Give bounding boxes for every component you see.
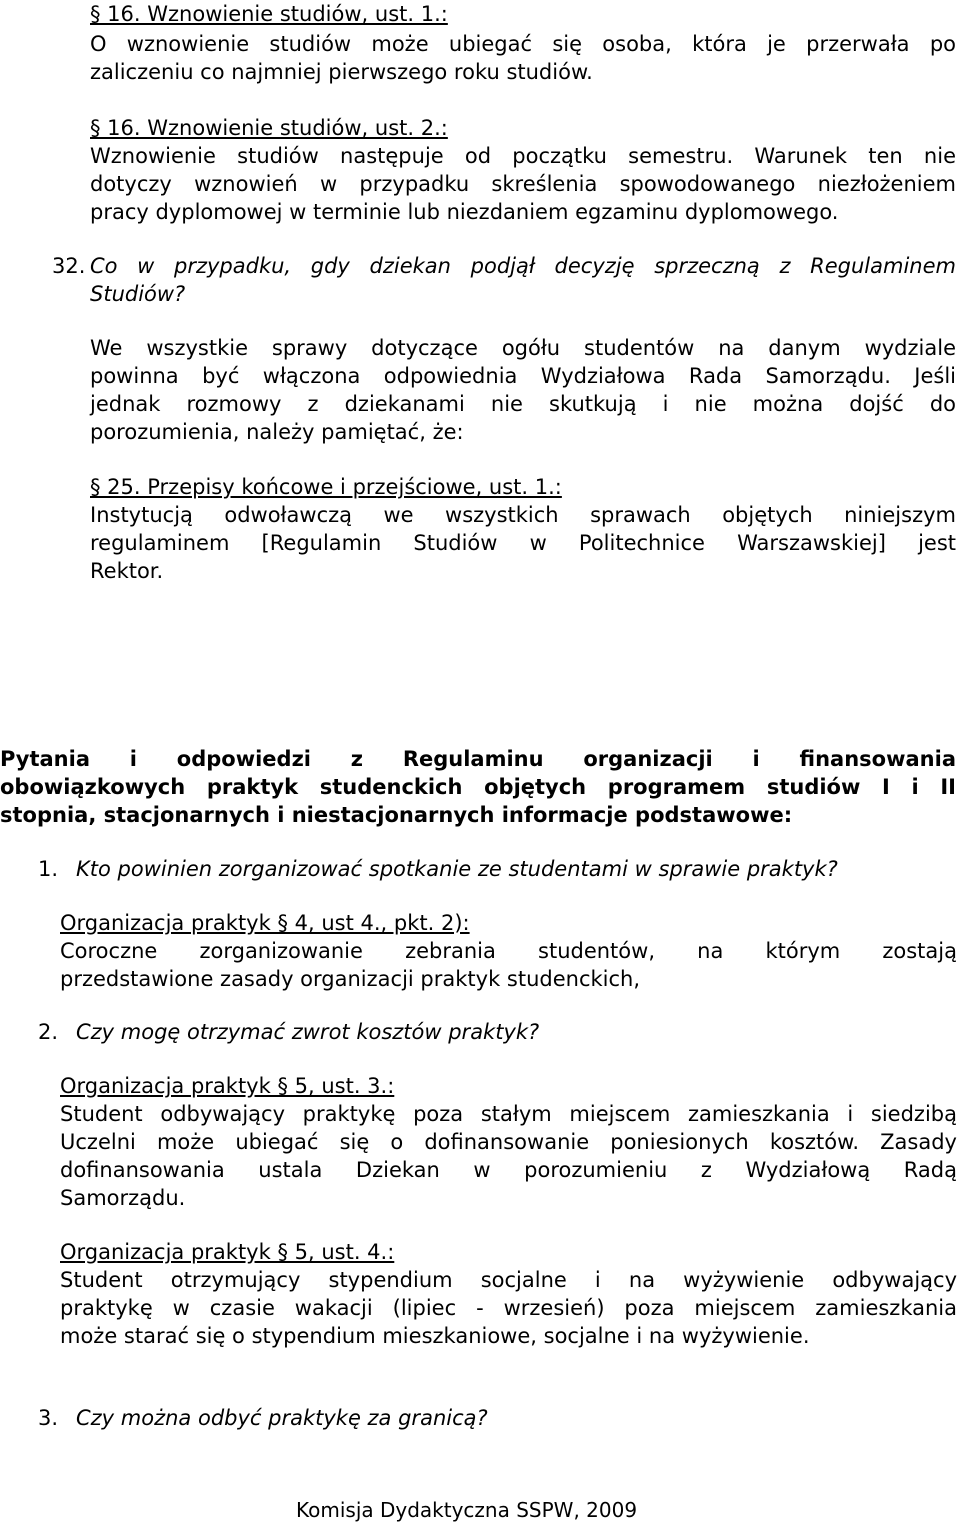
- question-text: Studiów?: [90, 282, 186, 306]
- answer-line: porozumienia, należy pamiętać, że:: [90, 420, 464, 444]
- question-text: Kto powinien zorganizować spotkanie ze studentami w sprawie praktyk?: [76, 857, 838, 881]
- section-ref: Organizacja praktyk § 5, ust. 3.:: [60, 1074, 395, 1098]
- section-heading: stopnia, stacjonarnych i niestacjonarnych informacje podstawowe:: [0, 803, 793, 827]
- section-ref-16-1: § 16. Wznowienie studiów, ust. 1.:: [90, 2, 448, 26]
- paragraph-line: Wznowienie studiów następuje od początku semestru. Warunek ten nie: [90, 144, 956, 168]
- paragraph-line: O wznowienie studiów może ubiegać się osoba, która je przerwała po: [90, 32, 956, 56]
- section-heading: obowiązkowych praktyk studenckich objętych programem studiów I i II: [0, 775, 956, 799]
- answer-line: Student otrzymujący stypendium socjalne i na wyżywienie odbywający: [60, 1268, 957, 1292]
- question-text: Czy mogę otrzymać zwrot kosztów praktyk?: [76, 1020, 540, 1044]
- section-ref-16-2: § 16. Wznowienie studiów, ust. 2.:: [90, 116, 448, 140]
- answer-line: przedstawione zasady organizacji praktyk studenckich,: [60, 967, 641, 991]
- answer-line: Coroczne zorganizowanie zebrania studentów, na którym zostają: [60, 939, 957, 963]
- paragraph-line: zaliczeniu co najmniej pierwszego roku studiów.: [90, 60, 593, 84]
- answer-line: Samorządu.: [60, 1186, 186, 1210]
- answer-line: może starać się o stypendium mieszkaniowe, socjalne i na wyżywienie.: [60, 1324, 810, 1348]
- question-text: Czy można odbyć praktykę za granicą?: [76, 1406, 488, 1430]
- answer-line: praktykę w czasie wakacji (lipiec - wrzesień) poza miejscem zamieszkania: [60, 1296, 957, 1320]
- answer-line: We wszystkie sprawy dotyczące ogółu studentów na danym wydziale: [90, 336, 956, 360]
- question-number: 32.: [52, 254, 86, 278]
- question-number: 1.: [38, 857, 59, 881]
- answer-line: dofinansowania ustala Dziekan w porozumieniu z Wydziałową Radą: [60, 1158, 957, 1182]
- section-heading: Pytania i odpowiedzi z Regulaminu organizacji i finansowania: [0, 747, 956, 771]
- paragraph-line: dotyczy wznowień w przypadku skreślenia spowodowanego niezłożeniem: [90, 172, 956, 196]
- answer-line: powinna być włączona odpowiednia Wydziałowa Rada Samorządu. Jeśli: [90, 364, 956, 388]
- answer-line: regulaminem [Regulamin Studiów w Politechnice Warszawskiej] jest: [90, 531, 956, 555]
- answer-line: Instytucją odwoławczą we wszystkich sprawach objętych niniejszym: [90, 503, 956, 527]
- page-footer: Komisja Dydaktyczna SSPW, 2009: [296, 1498, 638, 1522]
- section-ref-25-1: § 25. Przepisy końcowe i przejściowe, ust. 1.:: [90, 475, 562, 499]
- answer-line: Student odbywający praktykę poza stałym miejscem zamieszkania i siedzibą: [60, 1102, 957, 1126]
- question-number: 2.: [38, 1020, 59, 1044]
- answer-line: jednak rozmowy z dziekanami nie skutkują i nie można dojść do: [90, 392, 956, 416]
- section-ref: Organizacja praktyk § 4, ust 4., pkt. 2):: [60, 911, 470, 935]
- question-number: 3.: [38, 1406, 59, 1430]
- answer-line: Uczelni może ubiegać się o dofinansowanie poniesionych kosztów. Zasady: [60, 1130, 957, 1154]
- paragraph-line: pracy dyplomowej w terminie lub niezdaniem egzaminu dyplomowego.: [90, 200, 839, 224]
- section-ref: Organizacja praktyk § 5, ust. 4.:: [60, 1240, 395, 1264]
- answer-line: Rektor.: [90, 559, 164, 583]
- question-text: Co w przypadku, gdy dziekan podjął decyzję sprzeczną z Regulaminem: [90, 254, 956, 278]
